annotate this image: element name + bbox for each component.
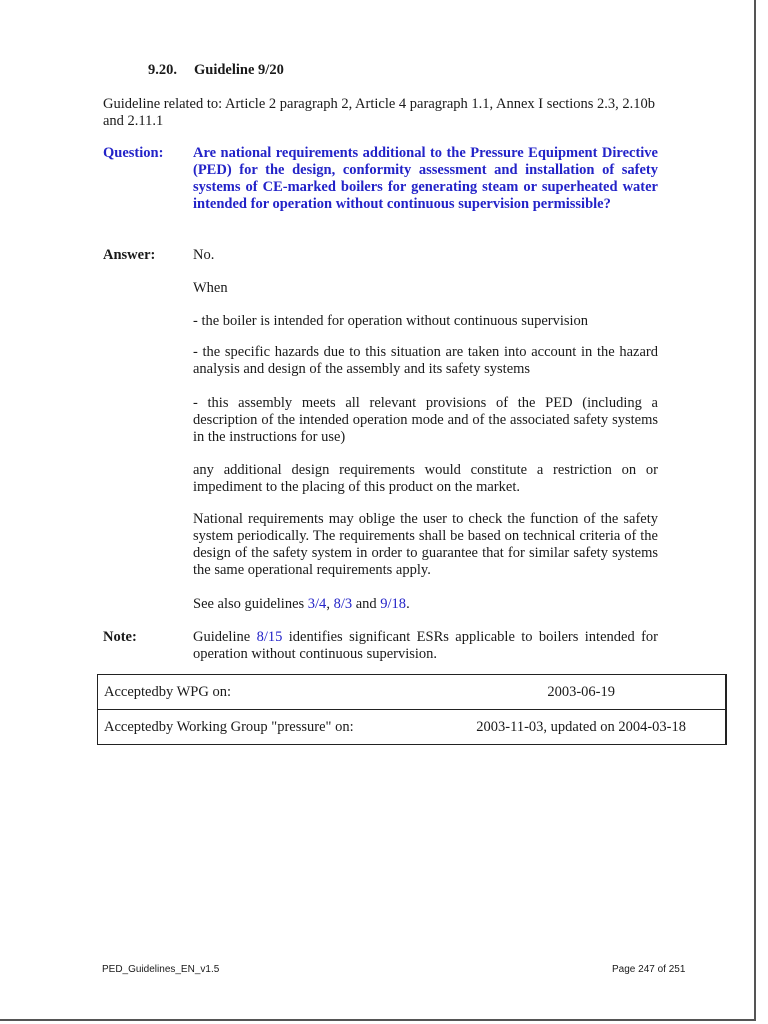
see-also-separator: , <box>326 596 334 612</box>
table-row <box>98 675 727 710</box>
guideline-link-3-4[interactable]: 3/4 <box>307 596 327 612</box>
see-also-and: and <box>352 596 381 612</box>
answer-conclusion: any additional design requirements would constitute a restriction on or impediment to the placing of this product on the market. <box>193 462 658 495</box>
answer-no: No. <box>193 247 215 263</box>
answer-condition-3: - this assembly meets all relevant provisions of the PED (including a description of the intended operation mode and of the associated safety systems in the instructions for use) <box>193 395 658 445</box>
acceptance-table <box>97 674 727 745</box>
note-label: Note: <box>103 629 137 645</box>
note-prefix: Guideline <box>193 629 257 645</box>
see-also-prefix: See also guidelines <box>193 596 308 612</box>
section-number: 9.20. <box>148 62 177 78</box>
acceptance-label: Acceptedby Working Group "pressure" on: <box>98 710 438 745</box>
note-body: identifies significant ESRs applicable to boilers intended for operation without continuous supervision. <box>193 629 659 662</box>
guideline-link-8-3[interactable]: 8/3 <box>333 596 353 612</box>
guideline-heading <box>148 62 284 79</box>
see-also-end: . <box>406 596 410 612</box>
see-also-line <box>193 596 658 613</box>
acceptance-date: 2003-11-03, updated on 2004-03-18 <box>437 710 726 745</box>
answer-when: When <box>193 280 228 296</box>
question-text: Are national requirements additional to the Pressure Equipment Directive (PED) for the design, conformity assessment and installation of safety systems of CE-marked boilers for generating steam or superheated water intended for operation without continuous supervision permissible? <box>193 145 658 212</box>
note-text <box>193 629 658 663</box>
footer-page-number: Page 247 of 251 <box>612 964 686 975</box>
acceptance-date: 2003-06-19 <box>437 675 726 710</box>
guideline-title: Guideline 9/20 <box>194 62 284 78</box>
guideline-link-8-15[interactable]: 8/15 <box>256 629 283 645</box>
related-articles: Guideline related to: Article 2 paragraph 2, Article 4 paragraph 1.1, Annex I sections 2.3, 2.10b and 2.11.1 <box>103 96 656 129</box>
answer-condition-2: - the specific hazards due to this situation are taken into account in the hazard analysis and design of the assembly and its safety systems <box>193 344 658 377</box>
question-label: Question: <box>103 145 164 161</box>
table-row <box>98 710 727 745</box>
footer-document-name: PED_Guidelines_EN_v1.5 <box>102 964 220 975</box>
answer-label: Answer: <box>103 247 156 263</box>
answer-national-requirements: National requirements may oblige the user to check the function of the safety system periodically. The requirements shall be based on technical criteria of the design of the safety system in order to guarantee that for similar safety systems the same operational requirements apply. <box>193 511 658 578</box>
acceptance-label: Acceptedby WPG on: <box>98 675 438 710</box>
guideline-link-9-18[interactable]: 9/18 <box>380 596 407 612</box>
answer-condition-1: - the boiler is intended for operation without continuous supervision <box>193 313 589 329</box>
